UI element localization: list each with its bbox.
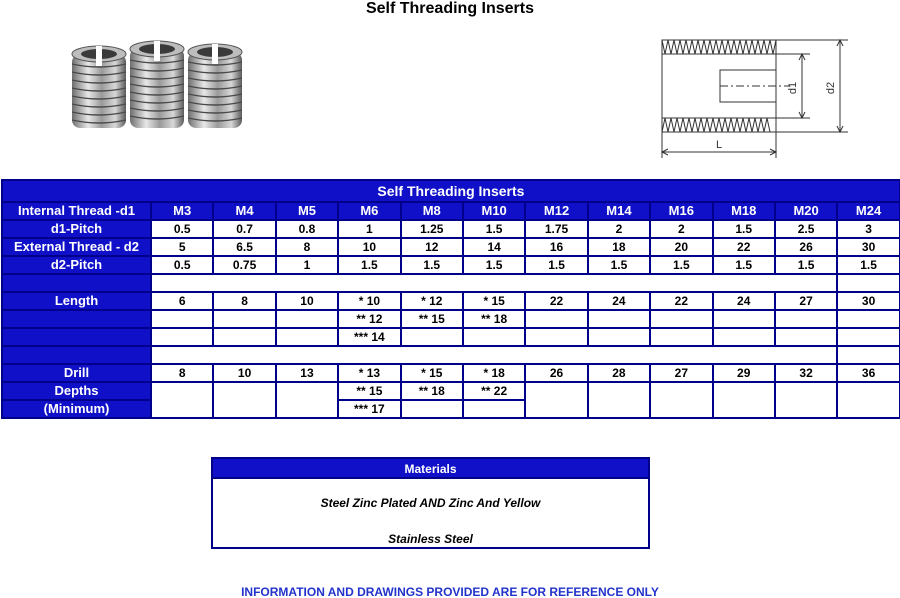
size-header: M5 [276,202,338,220]
row-label: (Minimum) [2,400,151,418]
table-cell: 8 [213,292,275,310]
table-cell: 1.5 [650,256,712,274]
table-cell: 0.5 [151,256,213,274]
length-row [2,292,900,310]
table-cell: 29 [713,364,775,382]
size-header: M20 [775,202,837,220]
table-cell: 2.5 [775,220,837,238]
page-title: Self Threading Inserts [365,0,535,17]
table-cell: 1.5 [401,256,463,274]
table-cell: 13 [276,364,338,382]
table-cell: * 15 [401,364,463,382]
table-cell: ** 15 [338,382,400,400]
top-thread [662,40,776,54]
table-cell: 22 [650,292,712,310]
table-cell: 14 [463,238,525,256]
table-cell [713,382,775,418]
size-header: M10 [463,202,525,220]
size-header: M18 [713,202,775,220]
table-cell: 1.5 [463,256,525,274]
table-cell [588,382,650,418]
table-cell: 36 [837,364,900,382]
table-title: Self Threading Inserts [2,180,900,202]
spacer-cell [837,274,900,292]
size-header: M24 [837,202,900,220]
table-cell: * 12 [401,292,463,310]
table-cell: 26 [775,238,837,256]
insert-drawing [650,30,860,162]
external-thread-row [2,238,900,256]
table-cell: 8 [151,364,213,382]
table-cell: 0.5 [151,220,213,238]
table-cell: 5 [151,238,213,256]
table-cell [650,328,712,346]
table-cell: 1.5 [338,256,400,274]
table-cell [525,382,587,418]
table-cell: 27 [775,292,837,310]
table-cell: 18 [588,238,650,256]
table-cell: 10 [338,238,400,256]
spacer-row [2,274,900,292]
table-cell: 0.8 [276,220,338,238]
size-header: M4 [213,202,275,220]
table-cell: 1.5 [525,256,587,274]
table-cell: 16 [525,238,587,256]
table-cell [588,328,650,346]
disclaimer: INFORMATION AND DRAWINGS PROVIDED ARE FOR REFERENCE ONLY [241,585,659,598]
table-cell: *** 14 [338,328,400,346]
table-cell: 8 [276,238,338,256]
table-cell [401,328,463,346]
table-cell: ** 12 [338,310,400,328]
bottom-thread [662,118,770,132]
table-cell [837,328,900,346]
table-cell [650,310,712,328]
d2-pitch-row [2,256,900,274]
spacer-cell [837,346,900,364]
size-header: M6 [338,202,400,220]
row-label-empty [2,310,151,328]
table-cell: ** 22 [463,382,525,400]
table-cell: 0.7 [213,220,275,238]
length-alt2-row [2,310,900,328]
size-header: M8 [401,202,463,220]
header-row [2,202,900,220]
dim-d1-label: d1 [787,81,799,95]
row-label: d1-Pitch [2,220,151,238]
table-cell [525,310,587,328]
table-cell: ** 15 [401,310,463,328]
length-alt3-row [2,328,900,346]
spec-table [1,179,900,419]
table-cell: 24 [713,292,775,310]
table-cell [151,382,213,418]
table-cell: 28 [588,364,650,382]
table-cell: 2 [650,220,712,238]
table-cell: *** 17 [338,400,400,418]
row-label: d2-Pitch [2,256,151,274]
table-cell [213,328,275,346]
materials-box [211,457,650,549]
table-cell: 22 [525,292,587,310]
table-cell [525,328,587,346]
table-cell [213,310,275,328]
table-cell [775,328,837,346]
table-cell [276,382,338,418]
size-header: M14 [588,202,650,220]
table-cell [151,328,213,346]
table-cell: 27 [650,364,712,382]
dim-d2-label: d2 [825,81,837,95]
table-cell [463,328,525,346]
table-cell: 1.5 [463,220,525,238]
table-cell [276,310,338,328]
table-cell [713,310,775,328]
table-cell: 0.75 [213,256,275,274]
row-label: Length [2,292,151,310]
material-item: Stainless Steel [388,532,473,546]
drill-alt2-row [2,382,900,400]
table-cell: 1.25 [401,220,463,238]
table-cell: 1 [338,220,400,238]
table-cell [650,382,712,418]
row-label: External Thread - d2 [2,238,151,256]
materials-header: Materials [213,459,648,479]
spacer-cell [151,274,837,292]
table-cell: * 13 [338,364,400,382]
row-label: Depths [2,382,151,400]
table-cell: 20 [650,238,712,256]
insert-photo [66,40,248,138]
table-cell: 1 [276,256,338,274]
table-cell: 30 [837,292,900,310]
table-cell [775,382,837,418]
table-cell: ** 18 [401,382,463,400]
dim-l-label: L [715,139,723,151]
size-header: M16 [650,202,712,220]
table-cell: 3 [837,220,900,238]
table-cell: 2 [588,220,650,238]
table-cell: 1.75 [525,220,587,238]
table-cell: 24 [588,292,650,310]
drill-row [2,364,900,382]
spacer-row [2,346,900,364]
table-cell: 12 [401,238,463,256]
table-cell: 1.5 [713,220,775,238]
row-label-empty [2,346,151,364]
table-cell: 1.5 [713,256,775,274]
table-cell: 10 [276,292,338,310]
spacer-cell [151,346,837,364]
table-cell: * 10 [338,292,400,310]
table-cell [213,382,275,418]
row-label-empty [2,274,151,292]
table-cell: 1.5 [837,256,900,274]
table-cell: 6.5 [213,238,275,256]
size-header: M3 [151,202,213,220]
table-cell: 1.5 [588,256,650,274]
table-cell: 26 [525,364,587,382]
table-cell: 1.5 [775,256,837,274]
row-label: Drill [2,364,151,382]
row-label-empty [2,328,151,346]
table-cell: * 15 [463,292,525,310]
table-cell: ** 18 [463,310,525,328]
table-cell [588,310,650,328]
table-cell [151,310,213,328]
size-header: M12 [525,202,587,220]
table-cell [713,328,775,346]
insert-middle [130,41,184,128]
table-cell: 22 [713,238,775,256]
table-cell [837,382,900,418]
header-label: Internal Thread -d1 [2,202,151,220]
material-item: Steel Zinc Plated AND Zinc And Yellow [320,496,541,510]
insert-right [188,44,242,128]
table-cell [463,400,525,418]
insert-left [72,46,126,128]
table-cell [775,310,837,328]
table-cell: * 18 [463,364,525,382]
table-cell [276,328,338,346]
table-cell: 30 [837,238,900,256]
table-cell: 10 [213,364,275,382]
table-cell: 6 [151,292,213,310]
table-cell: 32 [775,364,837,382]
d1-pitch-row [2,220,900,238]
table-cell [837,310,900,328]
table-cell [401,400,463,418]
